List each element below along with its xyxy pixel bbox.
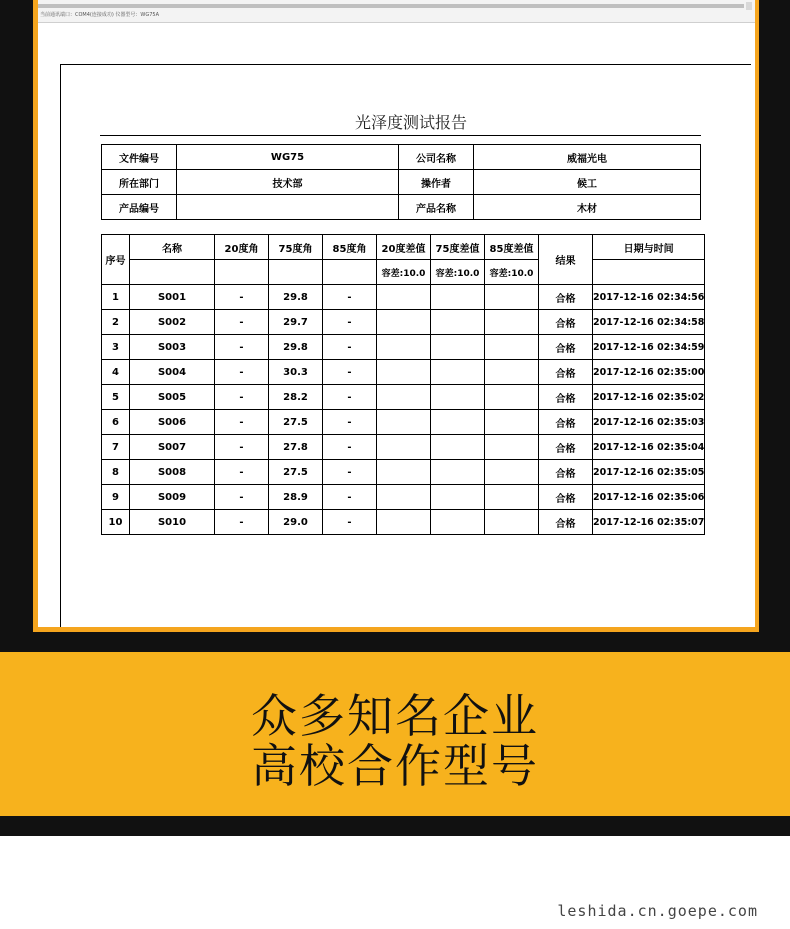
measurement-table (101, 234, 705, 535)
info-value (177, 195, 399, 220)
empty-cell (323, 260, 377, 285)
empty-cell (377, 360, 431, 385)
empty-cell (485, 385, 539, 410)
table-row (102, 410, 705, 435)
cell-name: S010 (130, 510, 215, 535)
cell-d75: 29.8 (269, 335, 323, 360)
empty-cell (269, 260, 323, 285)
cell-seq: 4 (102, 360, 130, 385)
header-20diff: 20度差值 (377, 235, 431, 260)
empty-cell (377, 285, 431, 310)
info-row (102, 145, 701, 170)
header-85deg: 85度角 (323, 235, 377, 260)
cell-seq: 8 (102, 460, 130, 485)
cell-result: 合格 (539, 510, 593, 535)
cell-result: 合格 (539, 435, 593, 460)
table-row (102, 285, 705, 310)
banner-line-2: 高校合作型号 (251, 739, 539, 793)
cell-result: 合格 (539, 310, 593, 335)
empty-cell (431, 385, 485, 410)
empty-cell (431, 435, 485, 460)
cell-d75: 28.9 (269, 485, 323, 510)
cell-seq: 10 (102, 510, 130, 535)
empty-cell (593, 260, 705, 285)
cell-time: 2017-12-16 02:35:03 (593, 410, 705, 435)
header-75deg: 75度角 (269, 235, 323, 260)
table-row (102, 485, 705, 510)
info-value: 技术部 (177, 170, 399, 195)
cell-d75: 27.5 (269, 460, 323, 485)
info-value: 候工 (474, 170, 701, 195)
cell-time: 2017-12-16 02:35:05 (593, 460, 705, 485)
table-row (102, 510, 705, 535)
tolerance-85: 容差:10.0 (485, 260, 539, 285)
empty-cell (485, 485, 539, 510)
cell-name: S003 (130, 335, 215, 360)
cell-d85: - (323, 460, 377, 485)
empty-cell (377, 385, 431, 410)
empty-cell (431, 310, 485, 335)
header-row (102, 235, 705, 260)
empty-cell (485, 360, 539, 385)
cell-d85: - (323, 285, 377, 310)
header-datetime: 日期与时间 (593, 235, 705, 260)
info-row (102, 195, 701, 220)
info-label: 操作者 (399, 170, 474, 195)
cell-d85: - (323, 510, 377, 535)
cell-d20: - (215, 285, 269, 310)
cell-result: 合格 (539, 485, 593, 510)
cell-d20: - (215, 360, 269, 385)
empty-cell (377, 410, 431, 435)
table-row (102, 360, 705, 385)
empty-cell (485, 435, 539, 460)
cell-result: 合格 (539, 285, 593, 310)
cell-d20: - (215, 410, 269, 435)
cell-seq: 6 (102, 410, 130, 435)
empty-cell (485, 460, 539, 485)
cell-d75: 29.0 (269, 510, 323, 535)
cell-result: 合格 (539, 410, 593, 435)
cell-d75: 27.8 (269, 435, 323, 460)
cell-time: 2017-12-16 02:35:06 (593, 485, 705, 510)
cell-d20: - (215, 485, 269, 510)
info-label: 产品名称 (399, 195, 474, 220)
cell-name: S009 (130, 485, 215, 510)
header-seq: 序号 (102, 235, 130, 285)
cell-name: S008 (130, 460, 215, 485)
cell-time: 2017-12-16 02:34:56 (593, 285, 705, 310)
site-watermark: leshida.cn.goepe.com (557, 902, 758, 920)
cell-seq: 9 (102, 485, 130, 510)
report-info-table (101, 144, 701, 220)
header-75diff: 75度差值 (431, 235, 485, 260)
empty-cell (377, 485, 431, 510)
cell-d20: - (215, 385, 269, 410)
empty-cell (431, 360, 485, 385)
empty-cell (431, 335, 485, 360)
table-row (102, 460, 705, 485)
report-title: 光泽度测试报告 (354, 113, 467, 132)
empty-cell (485, 285, 539, 310)
cell-d85: - (323, 435, 377, 460)
cell-name: S004 (130, 360, 215, 385)
empty-cell (485, 335, 539, 360)
cell-d20: - (215, 335, 269, 360)
cell-seq: 1 (102, 285, 130, 310)
cell-d75: 28.2 (269, 385, 323, 410)
header-20deg: 20度角 (215, 235, 269, 260)
table-row (102, 310, 705, 335)
title-divider (100, 135, 701, 136)
table-row (102, 335, 705, 360)
cell-result: 合格 (539, 385, 593, 410)
cell-d85: - (323, 485, 377, 510)
header-85diff: 85度差值 (485, 235, 539, 260)
empty-cell (431, 410, 485, 435)
cell-d85: - (323, 410, 377, 435)
empty-cell (431, 510, 485, 535)
cell-name: S001 (130, 285, 215, 310)
cell-d85: - (323, 335, 377, 360)
table-row (102, 435, 705, 460)
cell-d75: 29.7 (269, 310, 323, 335)
table-row (102, 385, 705, 410)
cell-seq: 2 (102, 310, 130, 335)
cell-d85: - (323, 385, 377, 410)
status-bar (38, 0, 755, 23)
bottom-dark-band (0, 816, 790, 836)
empty-cell (377, 460, 431, 485)
cell-time: 2017-12-16 02:35:00 (593, 360, 705, 385)
empty-cell (377, 510, 431, 535)
status-text: 当前通讯端口：COM4(连接成功) 仪器型号：WG75A (40, 12, 160, 18)
tolerance-20: 容差:10.0 (377, 260, 431, 285)
info-value: WG75 (177, 145, 399, 170)
tolerance-75: 容差:10.0 (431, 260, 485, 285)
tolerance-row (102, 260, 705, 285)
cell-time: 2017-12-16 02:35:04 (593, 435, 705, 460)
cell-d75: 29.8 (269, 285, 323, 310)
info-value: 威福光电 (474, 145, 701, 170)
info-value: 木材 (474, 195, 701, 220)
cell-d20: - (215, 510, 269, 535)
cell-name: S006 (130, 410, 215, 435)
cell-d20: - (215, 310, 269, 335)
info-row (102, 170, 701, 195)
cell-time: 2017-12-16 02:35:02 (593, 385, 705, 410)
empty-cell (431, 285, 485, 310)
cell-result: 合格 (539, 460, 593, 485)
empty-cell (485, 310, 539, 335)
empty-cell (377, 435, 431, 460)
cell-seq: 3 (102, 335, 130, 360)
cell-d20: - (215, 460, 269, 485)
banner-line-1: 众多知名企业 (251, 689, 539, 743)
cell-time: 2017-12-16 02:34:58 (593, 310, 705, 335)
info-label: 产品编号 (102, 195, 177, 220)
cell-seq: 7 (102, 435, 130, 460)
empty-cell (431, 485, 485, 510)
cell-name: S002 (130, 310, 215, 335)
info-label: 文件编号 (102, 145, 177, 170)
empty-cell (485, 510, 539, 535)
cell-result: 合格 (539, 335, 593, 360)
header-name: 名称 (130, 235, 215, 260)
empty-cell (377, 310, 431, 335)
cell-d75: 27.5 (269, 410, 323, 435)
table-body (102, 285, 705, 535)
cell-d85: - (323, 310, 377, 335)
empty-cell (377, 335, 431, 360)
scrollbar-end-button[interactable] (746, 2, 752, 10)
empty-cell (485, 410, 539, 435)
promo-banner (0, 652, 790, 816)
cell-d85: - (323, 360, 377, 385)
cell-name: S007 (130, 435, 215, 460)
cell-result: 合格 (539, 360, 593, 385)
cell-d75: 30.3 (269, 360, 323, 385)
cell-time: 2017-12-16 02:35:07 (593, 510, 705, 535)
horizontal-scrollbar[interactable] (38, 4, 744, 8)
cell-seq: 5 (102, 385, 130, 410)
cell-name: S005 (130, 385, 215, 410)
cell-time: 2017-12-16 02:34:59 (593, 335, 705, 360)
empty-cell (431, 460, 485, 485)
cell-d20: - (215, 435, 269, 460)
info-label: 公司名称 (399, 145, 474, 170)
empty-cell (215, 260, 269, 285)
header-result: 结果 (539, 235, 593, 285)
empty-cell (130, 260, 215, 285)
info-label: 所在部门 (102, 170, 177, 195)
